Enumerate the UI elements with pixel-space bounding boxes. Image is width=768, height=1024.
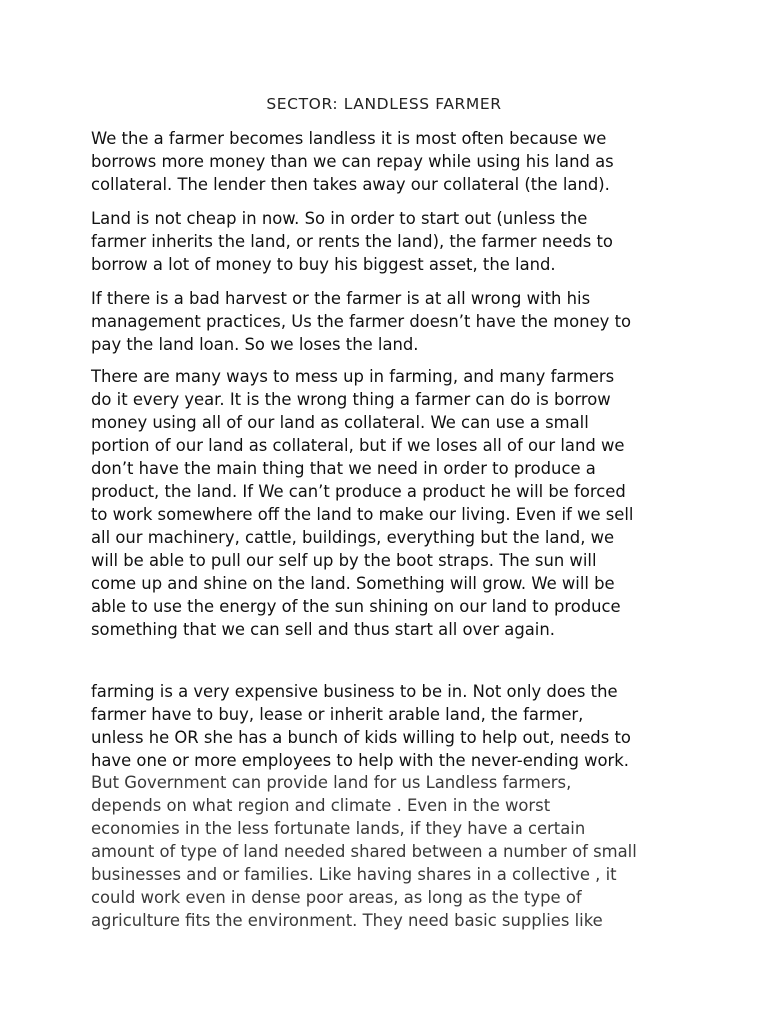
paragraph-line: amount of type of land needed shared between a number of small <box>91 842 637 861</box>
paragraph-line: to work somewhere off the land to make our living. Even if we sell <box>91 505 634 524</box>
paragraph-line: farming is a very expensive business to be in. Not only does the <box>91 682 618 701</box>
paragraph-line: product, the land. If We can’t produce a product he will be forced <box>91 482 626 501</box>
paragraph-line: If there is a bad harvest or the farmer is at all wrong with his <box>91 289 591 308</box>
paragraph-line: agriculture fits the environment. They need basic supplies like <box>91 911 603 930</box>
document-title: SECTOR: LANDLESS FARMER <box>266 95 502 113</box>
paragraph-line: pay the land loan. So we loses the land. <box>91 335 419 354</box>
paragraph-line: money using all of our land as collateral. We can use a small <box>91 413 589 432</box>
paragraph-2 <box>91 207 691 276</box>
paragraph-1 <box>91 127 691 196</box>
paragraph-line: borrows more money than we can repay while using his land as <box>91 152 614 171</box>
paragraph-line: all our machinery, cattle, buildings, everything but the land, we <box>91 528 615 547</box>
paragraph-line: Land is not cheap in now. So in order to start out (unless the <box>91 209 588 228</box>
paragraph-line: economies in the less fortunate lands, if they have a certain <box>91 819 586 838</box>
paragraph-line: come up and shine on the land. Something will grow. We will be <box>91 574 615 593</box>
paragraph-line: unless he OR she has a bunch of kids willing to help out, needs to <box>91 728 631 747</box>
paragraph-line: portion of our land as collateral, but if we loses all of our land we <box>91 436 625 455</box>
paragraph-3 <box>91 287 691 356</box>
paragraph-line: could work even in dense poor areas, as long as the type of <box>91 888 582 907</box>
paragraph-line: management practices, Us the farmer doesn’t have the money to <box>91 312 632 331</box>
paragraph-line: collateral. The lender then takes away our collateral (the land). <box>91 175 610 194</box>
paragraph-line: But Government can provide land for us Landless farmers, <box>91 773 572 792</box>
paragraph-line: There are many ways to mess up in farming, and many farmers <box>91 367 615 386</box>
paragraph-line: farmer inherits the land, or rents the land), the farmer needs to <box>91 232 613 251</box>
paragraph-line: businesses and or families. Like having shares in a collective , it <box>91 865 617 884</box>
paragraph-line: borrow a lot of money to buy his biggest asset, the land. <box>91 255 556 274</box>
paragraph-line: will be able to pull our self up by the boot straps. The sun will <box>91 551 597 570</box>
paragraph-line: don’t have the main thing that we need in order to produce a <box>91 459 596 478</box>
paragraph-line: have one or more employees to help with the never-ending work. <box>91 751 630 770</box>
paragraph-line: depends on what region and climate . Even in the worst <box>91 796 551 815</box>
paragraph-4 <box>91 365 691 641</box>
paragraph-line: We the a farmer becomes landless it is most often because we <box>91 129 607 148</box>
paragraph-6 <box>91 771 691 932</box>
paragraph-line: farmer have to buy, lease or inherit arable land, the farmer, <box>91 705 584 724</box>
paragraph-line: do it every year. It is the wrong thing a farmer can do is borrow <box>91 390 611 409</box>
paragraph-5 <box>91 680 691 772</box>
paragraph-line: able to use the energy of the sun shining on our land to produce <box>91 597 621 616</box>
paragraph-line: something that we can sell and thus start all over again. <box>91 620 555 639</box>
